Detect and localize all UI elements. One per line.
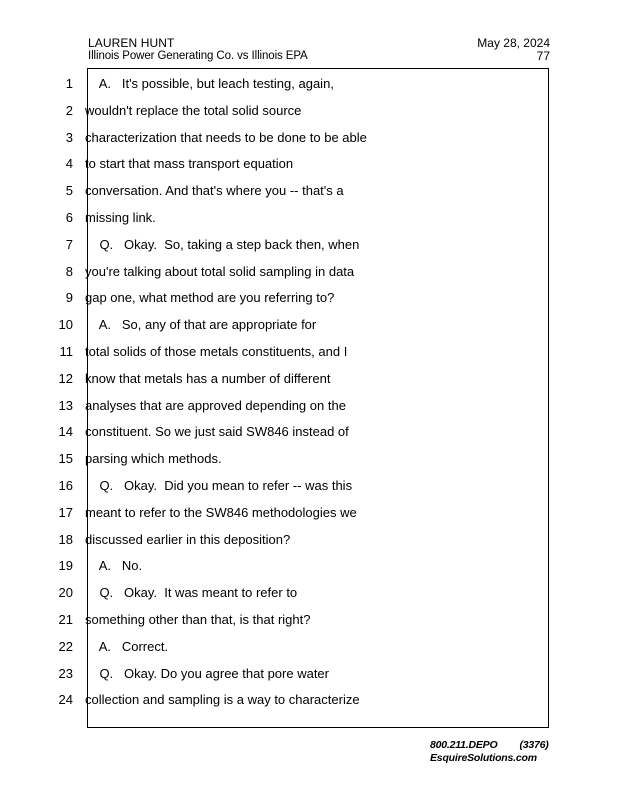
line-text: gap one, what method are you referring to? [85, 290, 335, 306]
line-number: 5 [65, 183, 73, 199]
line-text: analyses that are approved depending on the [85, 397, 346, 413]
line-text: missing link. [85, 210, 156, 225]
line-number: 9 [65, 290, 73, 306]
line-text: A. It's possible, but leach testing, again, [85, 76, 334, 91]
page-footer [430, 739, 549, 765]
line-number: 18 [58, 531, 73, 547]
line-text: something other than that, is that right? [85, 612, 311, 627]
footer-extension: (3376) [519, 739, 549, 751]
line-text: meant to refer to the SW846 methodologies we [85, 504, 357, 520]
transcript-line [0, 530, 618, 550]
case-title: Illinois Power Generating Co. vs Illinois EPA [88, 50, 308, 62]
transcript-line [0, 315, 618, 335]
line-number: 6 [65, 210, 73, 225]
transcript-line [0, 396, 618, 416]
transcript-line [0, 422, 618, 442]
transcript-line [0, 288, 618, 308]
transcript-line [0, 637, 618, 657]
line-number: 20 [58, 585, 73, 601]
transcript-line [0, 369, 618, 389]
footer-phone: 800.211.DEPO [430, 739, 498, 751]
line-text: know that metals has a number of different [85, 370, 331, 386]
transcript-line [0, 181, 618, 201]
line-text: you're talking about total solid sampling in data [85, 263, 355, 279]
transcript-line [0, 690, 618, 710]
line-number: 2 [65, 102, 73, 118]
deposition-date: May 28, 2024 [477, 36, 550, 50]
line-number: 14 [58, 424, 73, 440]
line-number: 13 [58, 397, 73, 413]
line-number: 11 [59, 344, 73, 359]
transcript-line [0, 262, 618, 282]
line-text: constituent. So we just said SW846 instead of [85, 424, 349, 440]
line-text: A. Correct. [85, 638, 169, 654]
transcript-line [0, 476, 618, 496]
line-text: discussed earlier in this deposition? [85, 531, 291, 547]
line-text: A. No. [85, 558, 143, 574]
transcript-line [0, 154, 618, 174]
line-text: Q. Okay. Do you agree that pore water [85, 665, 329, 681]
line-text: characterization that needs to be done to be able [85, 129, 367, 145]
line-text: conversation. And that's where you -- that's a [85, 183, 344, 199]
transcript-line [0, 235, 618, 255]
line-number: 16 [58, 478, 73, 493]
transcript-line [0, 449, 618, 469]
transcript-line [0, 610, 618, 630]
line-text: parsing which methods. [85, 451, 222, 467]
transcript-line [0, 583, 618, 603]
transcript-line [0, 208, 618, 228]
transcript-line [0, 74, 618, 94]
line-number: 3 [65, 129, 73, 145]
line-number: 24 [58, 692, 73, 708]
transcript-line [0, 664, 618, 684]
line-number: 1 [65, 76, 73, 91]
line-number: 10 [58, 317, 73, 333]
transcript-line [0, 342, 618, 362]
page-header-left [88, 37, 308, 63]
page-header-right [477, 37, 550, 63]
line-text: to start that mass transport equation [85, 156, 294, 172]
line-text: total solids of those metals constituents, and I [85, 344, 348, 359]
line-number: 17 [58, 504, 73, 520]
footer-website: EsquireSolutions.com [430, 752, 537, 764]
transcript-line [0, 101, 618, 121]
line-text: A. So, any of that are appropriate for [85, 317, 317, 333]
line-number: 21 [58, 612, 73, 627]
line-number: 8 [65, 263, 73, 279]
line-text: Q. Okay. So, taking a step back then, when [85, 236, 360, 252]
line-number: 12 [58, 370, 73, 386]
line-number: 7 [65, 236, 73, 252]
line-text: Q. Okay. It was meant to refer to [85, 585, 298, 601]
line-number: 23 [58, 665, 73, 681]
transcript-line [0, 503, 618, 523]
line-number: 19 [58, 558, 73, 574]
line-text: wouldn't replace the total solid source [85, 102, 302, 118]
line-number: 4 [65, 156, 73, 172]
line-text: Q. Okay. Did you mean to refer -- was this [85, 478, 353, 493]
transcript-line [0, 556, 618, 576]
line-number: 22 [58, 638, 73, 654]
line-text: collection and sampling is a way to characterize [85, 692, 360, 708]
witness-name: LAUREN HUNT [88, 36, 175, 50]
page-number: 77 [536, 49, 550, 63]
line-number: 15 [58, 451, 73, 467]
transcript-line [0, 128, 618, 148]
